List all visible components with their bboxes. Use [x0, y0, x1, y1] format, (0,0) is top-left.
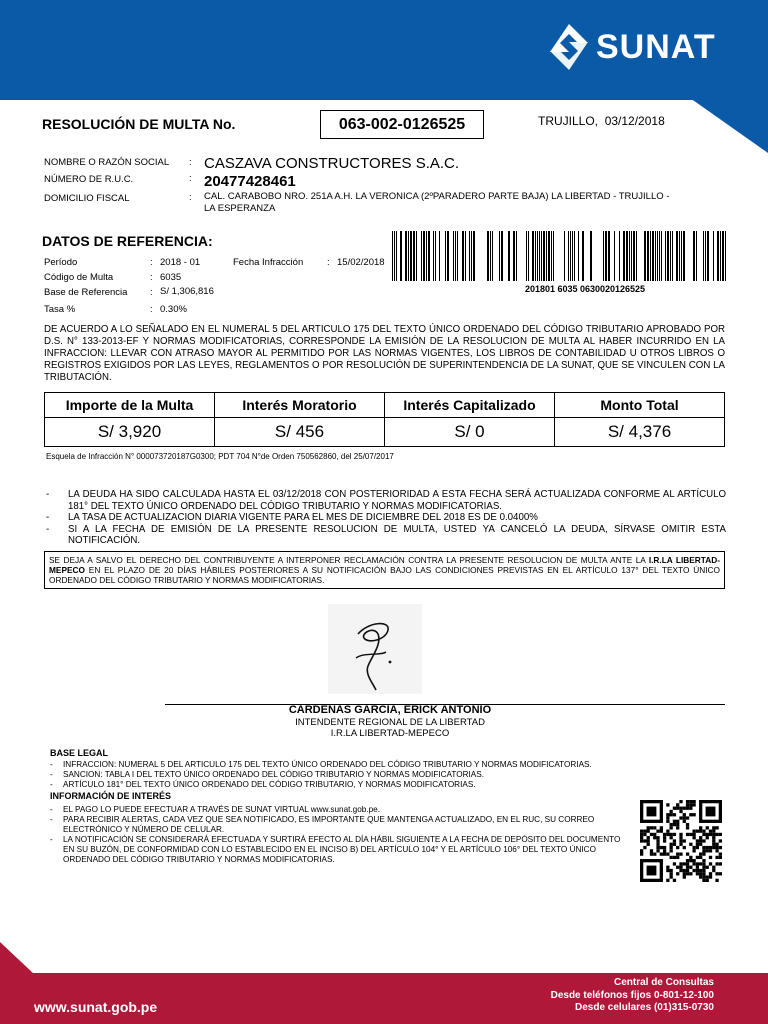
notes-list: [46, 489, 726, 547]
base-value: S/ 1,306,816: [160, 286, 214, 297]
list-item: [50, 805, 625, 815]
header-corner: [690, 98, 768, 153]
signature-image: [328, 604, 422, 694]
legal-basis-title: BASE LEGAL: [50, 748, 109, 758]
legal-basis-item: SANCION: TABLA I DEL TEXTO ÚNICO ORDENADO DEL CÓDIGO TRIBUTARIO Y NORMAS MODIFICATORIAS.: [63, 770, 484, 779]
header-capitalized-interest: Interés Capitalizado: [385, 393, 555, 418]
colon: :: [189, 157, 192, 168]
bullet-dash: -: [50, 760, 53, 769]
list-item: [50, 815, 625, 835]
list-item: [50, 770, 710, 780]
rate-value: 0.30%: [160, 304, 187, 315]
bullet-dash: -: [46, 489, 50, 500]
fine-code-label: Código de Multa: [44, 272, 114, 283]
amounts-header-row: [45, 393, 725, 418]
notice-unit: I.R.LA LIBERTAD-MEPECO: [49, 555, 720, 575]
header-total-amount: Monto Total: [555, 393, 725, 418]
colon: :: [189, 192, 192, 203]
resolution-number: 063-002-0126525: [320, 110, 484, 139]
infraction-date-label: Fecha Infracción: [233, 257, 304, 268]
bullet-dash: -: [46, 523, 50, 535]
bullet-dash: -: [50, 770, 53, 779]
notice-text-2: EN EL PLAZO DE 20 DÍAS HÁBILES POSTERIORES A SU NOTIFICACIÓN BAJO LAS CONDICIONES PREVISTAS EN EL ARTÍCULO 137° DEL TEXTO ÚNICO ORDENADO DEL CÓDIGO TRIBUTARIO Y NORMAS MODIFICATORIAS.: [49, 565, 720, 585]
list-item: [46, 489, 726, 512]
list-item: [46, 512, 726, 524]
interest-info-item: LA NOTIFICACIÓN SE CONSIDERARÁ EFECTUADA Y SURTIRÁ EFECTO AL DÍA HÁBIL SIGUIENTE A LA FECHA DE DEPÓSITO DEL DOCUMENTO EN SU BUZÓN, DE CONFORMIDAD CON LO ESTABLECIDO EN EL INCISO B) DEL ARTÍCULO 104° Y EL ARTÍCULO 106° DEL TEXTO ÚNICO ORDENADO DEL CÓDIGO TRIBUTARIO Y NORMAS MODIFICATORIAS.: [63, 835, 621, 864]
address-label: DOMICILIO FISCAL: [44, 193, 130, 204]
colon: :: [150, 287, 153, 298]
legal-paragraph: DE ACUERDO A LO SEÑALADO EN EL NUMERAL 5 DEL ARTICULO 175 DEL TEXTO ÚNICO ORDENADO DEL CÓDIGO TRIBUTARIO APROBADO POR D.S. N° 133-2013-EF Y NORMAS MODIFICATORIAS, CORRESPONDE LA EMISIÓN DE LA RESOLUCION DE MULTA AL HABER INCURRIDO EN LA INFRACCION: LLEVAR CON ATRASO MAYOR AL PERMITIDO POR LAS NORMAS VIGENTES, LOS LIBROS DE CONTABILIDAD U OTROS LIBROS O REGISTROS EXIGIDOS POR LAS LEYES, REGLAMENTOS O POR RESOLUCIÓN DE SUPERINTENDENCIA DE LA SUNAT, QUE SE VINCULEN CON LA TRIBUTACIÓN.: [44, 324, 725, 383]
notice-text: SE DEJA A SALVO EL DERECHO DEL CONTRIBUYENTE A INTERPONER RECLAMACIÓN CONTRA LA PRESENTE RESOLUCION DE MULTA ANTE LA: [49, 555, 649, 565]
list-item: [50, 760, 710, 770]
footer-corner: [0, 942, 34, 974]
logo-text: SUNAT: [596, 27, 716, 66]
base-label: Base de Referencia: [44, 287, 128, 298]
rate-label: Tasa %: [44, 304, 76, 315]
issue-date: 03/12/2018: [604, 114, 665, 128]
sunat-logo: [548, 22, 716, 72]
infraction-date-value: 15/02/2018: [337, 257, 385, 268]
bullet-dash: -: [50, 815, 53, 824]
signature-scribble: [328, 604, 422, 694]
bullet-dash: -: [50, 780, 53, 789]
signer-unit: I.R.LA LIBERTAD-MEPECO: [330, 728, 450, 739]
header-moratorium-interest: Interés Moratorio: [215, 393, 385, 418]
bullet-dash: -: [46, 512, 50, 523]
colon: :: [150, 272, 153, 283]
legal-basis-section: [50, 748, 710, 865]
colon: :: [327, 257, 330, 268]
interest-info-item: EL PAGO LO PUEDE EFECTUAR A TRAVÉS DE SUNAT VIRTUAL www.sunat.gob.pe.: [63, 805, 380, 814]
taxpayer-address: CAL. CARABOBO NRO. 251A A.H. LA VERONICA (2ºPARADERO PARTE BAJA) LA LIBERTAD - TRUJILLO - LA ESPERANZA: [204, 191, 670, 214]
moratorium-interest: S/ 456: [215, 418, 385, 447]
colon: :: [189, 173, 192, 184]
city-date: [538, 114, 665, 128]
reference-title: DATOS DE REFERENCIA:: [42, 233, 213, 249]
signer-role: INTENDENTE REGIONAL DE LA LIBERTAD: [295, 717, 485, 728]
interest-info-item: PARA RECIBIR ALERTAS, CADA VEZ QUE SEA NOTIFICADO, ES IMPORTANTE QUE MANTENGA ACTUALIZADO, EN EL RUC, SU CORREO ELECTRÓNICO Y NÚMERO DE CELULAR.: [63, 815, 595, 834]
barcode: [392, 231, 726, 281]
appeal-notice: [44, 551, 725, 589]
colon: :: [150, 257, 153, 268]
list-item: [50, 835, 625, 865]
amounts-table: [44, 392, 725, 447]
interest-info-list: [50, 805, 625, 865]
note-text: LA DEUDA HA SIDO CALCULADA HASTA EL 03/12/2018 CON POSTERIORIDAD A ESTA FECHA SERÁ ACTUALIZADA CONFORME AL ARTÍCULO 181° DEL TEXTO ÚNICO ORDENADO DEL CÓDIGO TRIBUTARIO Y NORMAS MODIFICATORIAS.: [68, 489, 726, 512]
interest-info-title: INFORMACIÓN DE INTERÉS: [50, 791, 172, 801]
bullet-dash: -: [50, 805, 53, 814]
contact-title: Central de Consultas: [613, 977, 714, 988]
contact-mobile: Desde celulares (01)315-0730: [575, 1002, 714, 1013]
fine-code-value: 6035: [160, 272, 182, 283]
colon: :: [150, 304, 153, 315]
signer-name: CARDENAS GARCIA, ERICK ANTONIO: [288, 704, 492, 716]
taxpayer-ruc: 20477428461: [204, 173, 296, 190]
amounts-value-row: [45, 418, 725, 447]
contact-landline: Desde teléfonos fijos 0-801-12-100: [550, 989, 714, 1001]
ruc-label: NÚMERO DE R.U.C.: [44, 174, 134, 185]
header-fine-amount: Importe de la Multa: [45, 393, 215, 418]
total-amount: S/ 4,376: [555, 418, 725, 447]
list-item: [46, 524, 726, 547]
period-value: 2018 - 01: [160, 257, 201, 268]
period-label: Período: [44, 257, 78, 268]
legal-basis-item: INFRACCION: NUMERAL 5 DEL ARTICULO 175 DEL TEXTO ÚNICO ORDENADO DEL CÓDIGO TRIBUTARIO Y NORMAS MODIFICATORIAS.: [63, 760, 592, 769]
list-item: [50, 780, 710, 790]
footer-website-link[interactable]: www.sunat.gob.pe: [34, 999, 158, 1015]
taxpayer-name: CASZAVA CONSTRUCTORES S.A.C.: [204, 155, 460, 172]
bullet-dash: -: [50, 835, 53, 844]
note-text: LA TASA DE ACTUALIZACION DIARIA VIGENTE PARA EL MES DE DICIEMBRE DEL 2018 ES DE 0.0400%: [68, 512, 538, 523]
legal-basis-item: ARTÍCULO 181° DEL TEXTO ÚNICO ORDENADO DEL CÓDIGO TRIBUTARIO, Y NORMAS MODIFICATORIAS.: [63, 780, 476, 789]
footer-contact: [480, 977, 714, 1015]
esquela-note: Esquela de Infracción N° 000073720187G0300; PDT 704 N°de Orden 750562860, del 25/07/2017: [46, 452, 394, 461]
resolution-title: RESOLUCIÓN DE MULTA No.: [42, 116, 236, 132]
barcode-number: 201801 6035 0630020126525: [524, 284, 646, 294]
qr-code: [638, 800, 724, 882]
capitalized-interest: S/ 0: [385, 418, 555, 447]
fine-amount: S/ 3,920: [45, 418, 215, 447]
sunat-logo-icon: [548, 22, 590, 72]
name-label: NOMBRE O RAZÓN SOCIAL: [44, 157, 170, 168]
note-text: SI A LA FECHA DE EMISIÓN DE LA PRESENTE RESOLUCION DE MULTA, USTED YA CANCELÓ LA DEUDA, SÍRVASE OMITIR ESTA NOTIFICACIÓN.: [68, 523, 726, 546]
city: TRUJILLO,: [538, 114, 599, 128]
